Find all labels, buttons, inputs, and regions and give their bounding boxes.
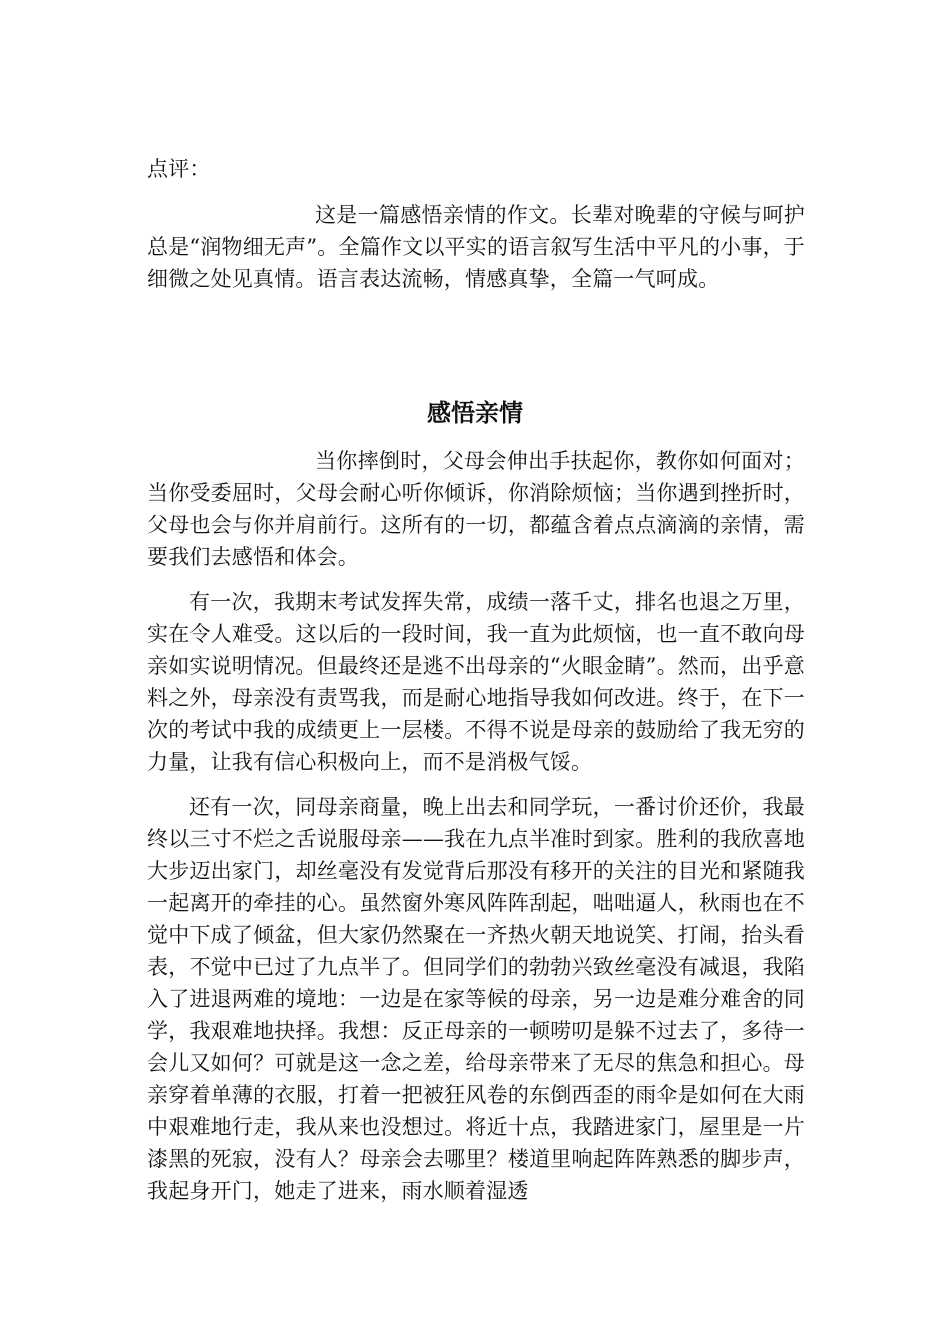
- essay-paragraph-3: 还有一次，同母亲商量，晚上出去和同学玩，一番讨价还价，我最终以三寸不烂之舌说服母亲——我在九点半准时到家。胜利的我欣喜地大步迈出家门，却丝毫没有发觉背后那没有移开的关注的目光和紧随我一起离开的牵挂的心。虽然窗外寒风阵阵刮起，咄咄逼人，秋雨也在不觉中下成了倾盆，但大家仍然聚在一齐热火朝天地说笑、打闹，抬头看表，不觉中已过了九点半了。但同学们的勃勃兴致丝毫没有减退，我陷入了进退两难的境地：一边是在家等候的母亲，另一边是难分难舍的同学，我艰难地抉择。我想：反正母亲的一顿唠叨是躲不过去了，多待一会儿又如何？可就是这一念之差，给母亲带来了无尽的焦急和担心。母亲穿着单薄的衣服，打着一把被狂风卷的东倒西歪的雨伞是如何在大雨中艰难地行走，我从来也没想过。将近十点，我踏进家门，屋里是一片漆黑的死寂，没有人？母亲会去哪里？楼道里响起阵阵熟悉的脚步声，我起身开门，她走了进来，雨水顺着湿透: [147, 795, 805, 1203]
- essay-paragraph-1: 当你摔倒时，父母会伸出手扶起你，教你如何面对；当你受委屈时，父母会耐心听你倾诉，你消除烦恼；当你遇到挫折时，父母也会与你并肩前行。这所有的一切，都蕴含着点点滴滴的亲情，需要我们去感悟和体会。: [147, 449, 805, 569]
- comment-label: 点评：: [147, 157, 211, 181]
- comment-body: 这是一篇感悟亲情的作文。长辈对晚辈的守候与呵护总是“润物细无声”。全篇作文以平实的语言叙写生活中平凡的小事，于细微之处见真情。语言表达流畅，情感真挚，全篇一气呵成。: [147, 203, 805, 291]
- essay-title: 感悟亲情: [427, 399, 523, 427]
- essay-paragraph-2: 有一次，我期末考试发挥失常，成绩一落千丈，排名也退之万里，实在令人难受。这以后的一段时间，我一直为此烦恼，也一直不敢向母亲如实说明情况。但最终还是逃不出母亲的“火眼金睛”。然而，出乎意料之外，母亲没有责骂我，而是耐心地指导我如何改进。终于，在下一次的考试中我的成绩更上一层楼。不得不说是母亲的鼓励给了我无穷的力量，让我有信心积极向上，而不是消极气馁。: [147, 590, 805, 774]
